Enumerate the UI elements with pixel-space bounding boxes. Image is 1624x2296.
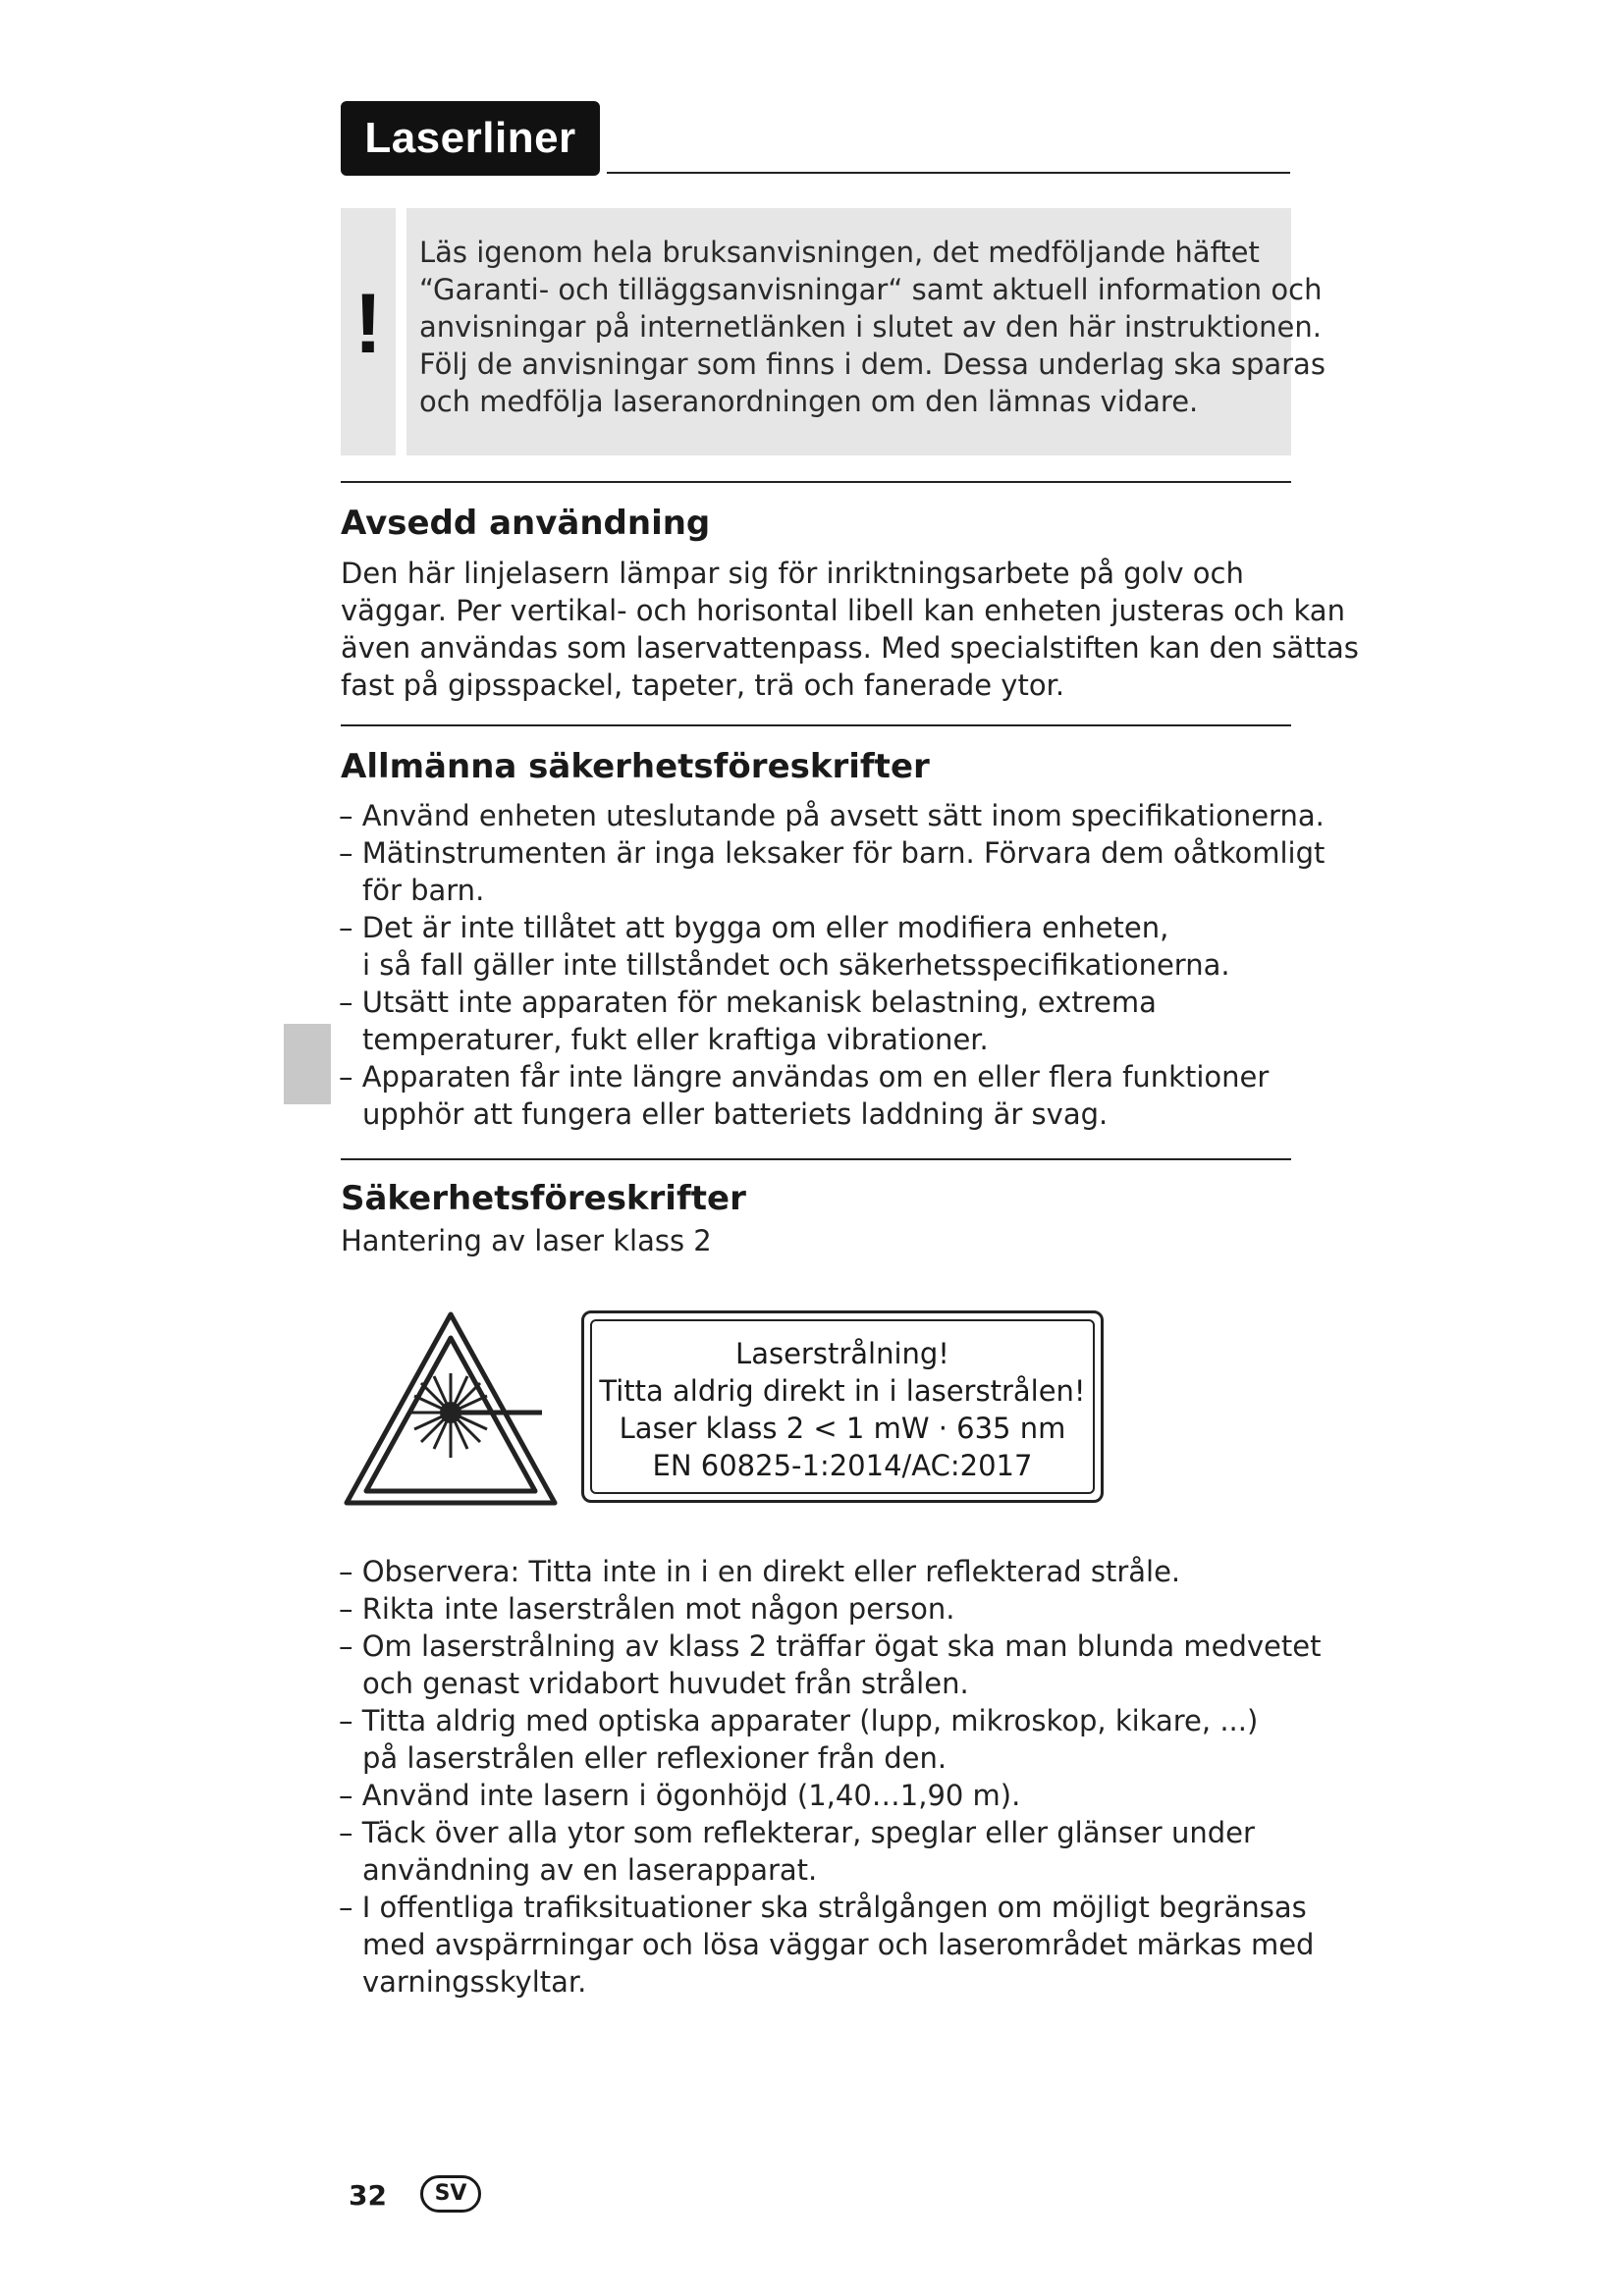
- paragraph-line: väggar. Per vertikal- och horisontal libell kan enheten justeras och kan: [341, 594, 1345, 627]
- notice-line: anvisningar på internetlänken i slutet av den här instruktionen.: [419, 310, 1322, 344]
- list-item: [339, 984, 1321, 1058]
- paragraph-line: Den här linjelasern lämpar sig för inriktningsarbete på golv och: [341, 557, 1244, 590]
- list-item-text: – Om laserstrålning av klass 2 träffar ögat ska man blunda medvetet: [339, 1629, 1322, 1663]
- notice-line: Följ de anvisningar som finns i dem. Dessa underlag ska sparas: [419, 347, 1326, 381]
- brand-logo: Laserliner: [341, 101, 600, 176]
- section-rule: [341, 1158, 1291, 1160]
- header-rule: [607, 172, 1290, 174]
- notice-line: Läs igenom hela bruksanvisningen, det medföljande häftet: [419, 236, 1260, 269]
- list-item: [339, 1702, 1321, 1777]
- list-item-continuation: med avspärrningar och lösa väggar och laserområdet märkas med: [362, 1928, 1315, 1961]
- paragraph-line: även användas som laservattenpass. Med specialstiften kan den sättas: [341, 631, 1359, 665]
- notice-line: och medfölja laseranordningen om den lämnas vidare.: [419, 385, 1199, 418]
- list-item: [339, 909, 1321, 984]
- safety-subtitle: [341, 1222, 1303, 1259]
- list-item-continuation: varningsskyltar.: [362, 1965, 587, 1999]
- list-item-text: – Det är inte tillåtet att bygga om eller modifiera enheten,: [339, 911, 1169, 944]
- laser-label-line: EN 60825-1:2014/AC:2017: [652, 1449, 1033, 1482]
- list-item-text: – Använd inte lasern i ögonhöjd (1,40…1,90 m).: [339, 1779, 1021, 1812]
- laser-label-line: Laserstrålning!: [735, 1337, 949, 1370]
- general-safety-list: [339, 797, 1326, 1133]
- list-item-continuation: på laserstrålen eller reflexioner från den.: [362, 1741, 947, 1775]
- intended-use-text: [341, 555, 1359, 704]
- list-item: [339, 1058, 1321, 1133]
- list-item: [339, 1814, 1321, 1889]
- notice-text: [419, 234, 1326, 420]
- list-item-continuation: och genast vridabort huvudet från strålen.: [362, 1667, 969, 1700]
- exclamation-icon: !: [353, 277, 383, 371]
- list-item-continuation: i så fall gäller inte tillståndet och säkerhetsspecifikationerna.: [362, 948, 1230, 982]
- intended-use-title: Avsedd användning: [341, 504, 711, 543]
- page-number: 32: [349, 2179, 387, 2212]
- laser-label-line: Titta aldrig direkt in i laserstrålen!: [599, 1374, 1086, 1408]
- list-item-text: – Apparaten får inte längre användas om en eller flera funktioner: [339, 1060, 1270, 1094]
- list-item-text: – Mätinstrumenten är inga leksaker för barn. Förvara dem oåtkomligt: [339, 836, 1326, 870]
- list-item-text: – I offentliga trafiksituationer ska strålgången om möjligt begränsas: [339, 1891, 1307, 1924]
- safety-title: Säkerhetsföreskrifter: [341, 1179, 746, 1218]
- paragraph-line: fast på gipsspackel, tapeter, trä och fanerade ytor.: [341, 668, 1065, 702]
- list-item-text: – Använd enheten uteslutande på avsett sätt inom specifikationerna.: [339, 799, 1325, 832]
- laser-warning-icon: [341, 1308, 561, 1509]
- list-item-text: – Titta aldrig med optiska apparater (lupp, mikroskop, kikare, ...): [339, 1704, 1259, 1737]
- list-item: [339, 834, 1326, 909]
- safety-subtitle-text: Hantering av laser klass 2: [341, 1224, 712, 1257]
- laser-label-line: Laser klass 2 < 1 mW · 635 nm: [619, 1412, 1066, 1445]
- list-item-text: – Observera: Titta inte in i en direkt eller reflekterad stråle.: [339, 1555, 1181, 1588]
- list-item: [339, 1889, 1321, 2001]
- laser-class-label: [581, 1310, 1104, 1503]
- list-item-continuation: för barn.: [362, 874, 485, 907]
- notice-line: “Garanti- och tilläggsanvisningar“ samt aktuell information och: [419, 273, 1323, 306]
- language-badge: SV: [420, 2175, 481, 2213]
- list-item-text: – Täck över alla ytor som reflekterar, speglar eller glänser under: [339, 1816, 1255, 1849]
- safety-list: [339, 1553, 1321, 2001]
- section-rule: [341, 481, 1291, 483]
- list-item: [339, 1777, 1321, 1814]
- list-item: [339, 1553, 1321, 1590]
- list-item-continuation: upphör att fungera eller batteriets laddning är svag.: [362, 1097, 1109, 1131]
- list-item: [339, 797, 1325, 834]
- section-rule: [341, 724, 1291, 726]
- list-item-continuation: temperaturer, fukt eller kraftiga vibrationer.: [362, 1023, 989, 1056]
- list-item-continuation: användning av en laserapparat.: [362, 1853, 818, 1887]
- list-item-text: – Rikta inte laserstrålen mot någon person.: [339, 1592, 955, 1626]
- list-item-text: – Utsätt inte apparaten för mekanisk belastning, extrema: [339, 986, 1157, 1019]
- general-safety-title: Allmänna säkerhetsföreskrifter: [341, 747, 930, 786]
- list-item: [339, 1590, 1321, 1628]
- side-tab-marker: [284, 1024, 331, 1104]
- list-item: [339, 1628, 1321, 1702]
